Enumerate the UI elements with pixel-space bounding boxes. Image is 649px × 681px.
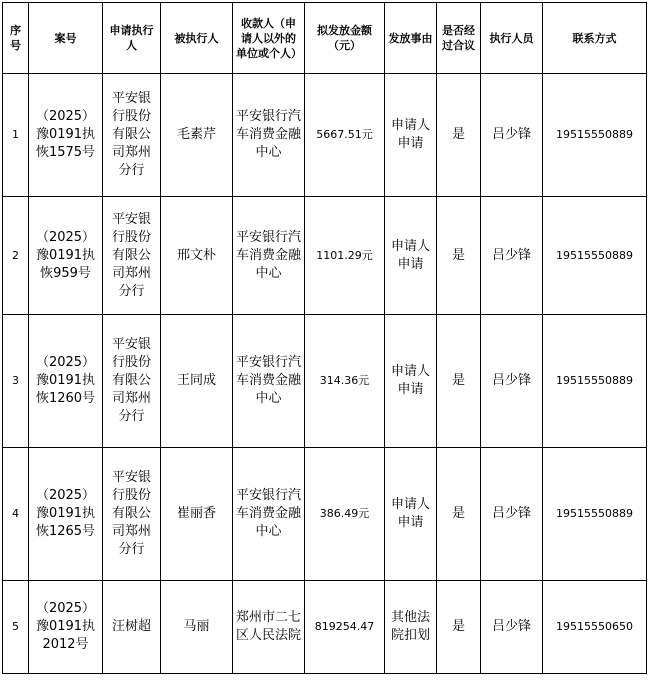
header-applicant: 申请执行人 — [103, 3, 161, 74]
header-seq: 序号 — [3, 3, 29, 74]
cell-contact: 19515550889 — [543, 197, 647, 315]
table-row — [3, 74, 647, 197]
cell-contact: 19515550889 — [543, 74, 647, 197]
cell-case-no: （2025）豫0191执恢1575号 — [29, 74, 103, 197]
cell-respondent: 毛素芹 — [161, 74, 233, 197]
cell-seq: 5 — [3, 581, 29, 674]
header-payee: 收款人（申请人以外的单位或个人） — [233, 3, 305, 74]
cell-payee: 郑州市二七区人民法院 — [233, 581, 305, 674]
header-reason: 发放事由 — [385, 3, 437, 74]
cell-meeting: 是 — [437, 581, 481, 674]
cell-meeting: 是 — [437, 315, 481, 448]
cell-amount: 819254.47 — [305, 581, 385, 674]
cell-payee: 平安银行汽车消费金融中心 — [233, 448, 305, 581]
table-row — [3, 315, 647, 448]
cell-respondent: 崔丽香 — [161, 448, 233, 581]
cell-seq: 1 — [3, 74, 29, 197]
cell-executor: 吕少锋 — [481, 74, 543, 197]
cell-amount: 5667.51元 — [305, 74, 385, 197]
cell-executor: 吕少锋 — [481, 315, 543, 448]
cell-contact: 19515550650 — [543, 581, 647, 674]
cell-reason: 申请人申请 — [385, 315, 437, 448]
cell-respondent: 马丽 — [161, 581, 233, 674]
cell-seq: 3 — [3, 315, 29, 448]
cell-meeting: 是 — [437, 197, 481, 315]
cell-executor: 吕少锋 — [481, 197, 543, 315]
cell-amount: 386.49元 — [305, 448, 385, 581]
table-row — [3, 581, 647, 674]
table-row — [3, 197, 647, 315]
cell-case-no: （2025）豫0191执2012号 — [29, 581, 103, 674]
cell-meeting: 是 — [437, 448, 481, 581]
cell-amount: 314.36元 — [305, 315, 385, 448]
cell-seq: 2 — [3, 197, 29, 315]
cell-case-no: （2025）豫0191执恢1265号 — [29, 448, 103, 581]
cell-respondent: 邢文朴 — [161, 197, 233, 315]
header-case-no: 案号 — [29, 3, 103, 74]
cell-amount: 1101.29元 — [305, 197, 385, 315]
cell-seq: 4 — [3, 448, 29, 581]
cell-executor: 吕少锋 — [481, 581, 543, 674]
header-respondent: 被执行人 — [161, 3, 233, 74]
header-meeting: 是否经过合议 — [437, 3, 481, 74]
cell-payee: 平安银行汽车消费金融中心 — [233, 74, 305, 197]
cell-executor: 吕少锋 — [481, 448, 543, 581]
cell-reason: 申请人申请 — [385, 74, 437, 197]
header-amount: 拟发放金额（元） — [305, 3, 385, 74]
cell-applicant: 平安银行股份有限公司郑州分行 — [103, 197, 161, 315]
cell-payee: 平安银行汽车消费金融中心 — [233, 315, 305, 448]
cell-reason: 申请人申请 — [385, 197, 437, 315]
table-row — [3, 448, 647, 581]
cell-case-no: （2025）豫0191执恢1260号 — [29, 315, 103, 448]
cell-payee: 平安银行汽车消费金融中心 — [233, 197, 305, 315]
cell-contact: 19515550889 — [543, 448, 647, 581]
cell-applicant: 汪树超 — [103, 581, 161, 674]
header-executor: 执行人员 — [481, 3, 543, 74]
cell-applicant: 平安银行股份有限公司郑州分行 — [103, 74, 161, 197]
header-contact: 联系方式 — [543, 3, 647, 74]
table-header-row — [3, 3, 647, 74]
cell-reason: 申请人申请 — [385, 448, 437, 581]
cell-reason: 其他法院扣划 — [385, 581, 437, 674]
cell-case-no: （2025）豫0191执恢959号 — [29, 197, 103, 315]
cell-respondent: 王同成 — [161, 315, 233, 448]
cell-applicant: 平安银行股份有限公司郑州分行 — [103, 315, 161, 448]
cell-contact: 19515550889 — [543, 315, 647, 448]
disbursement-table — [2, 2, 647, 674]
cell-meeting: 是 — [437, 74, 481, 197]
cell-applicant: 平安银行股份有限公司郑州分行 — [103, 448, 161, 581]
